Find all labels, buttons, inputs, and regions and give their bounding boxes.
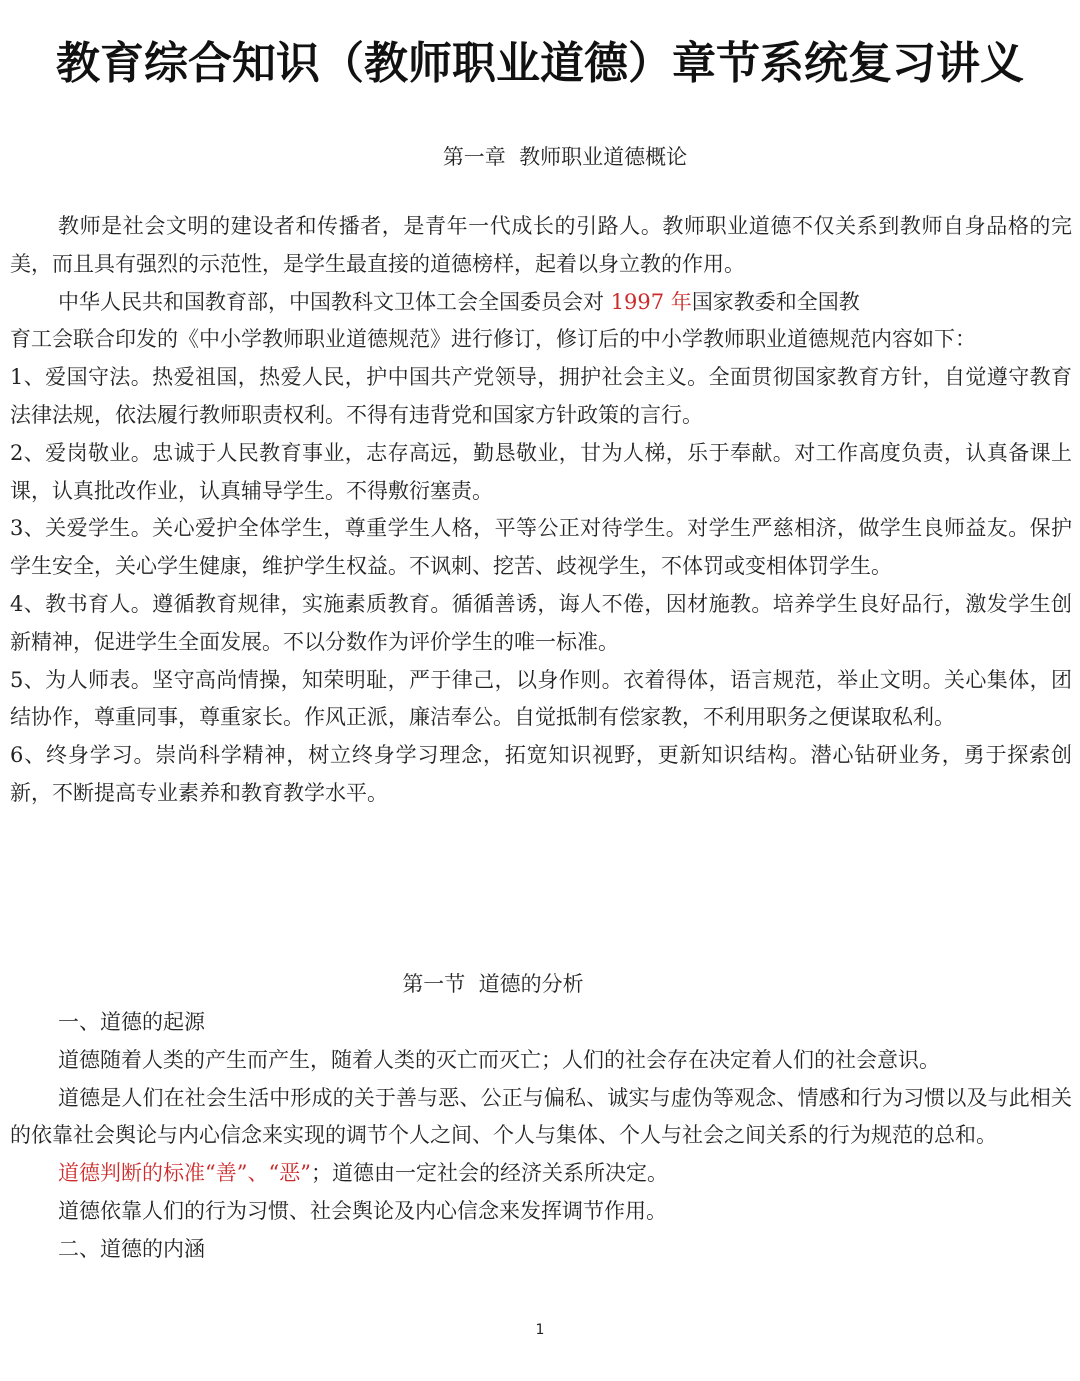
subheading-connotation: 二、道德的内涵	[58, 1236, 205, 1261]
norm-item-4: 4、教书育人。遵循教育规律，实施素质教育。循循善诱，诲人不倦，因材施教。培养学生良好品行，激发学生创新精神，促进学生全面发展。不以分数作为评价学生的唯一标准。	[10, 591, 1072, 654]
revision-line	[10, 284, 1072, 322]
chapter-heading: 第一章 教师职业道德概论	[442, 145, 688, 169]
revision-text-after: 国家教委和全国教	[691, 289, 860, 314]
revision-year: 1997 年	[610, 289, 692, 314]
page-number: 1	[535, 1322, 545, 1338]
standard-line	[10, 1155, 1072, 1193]
norm-item-6: 6、终身学习。崇尚科学精神，树立终身学习理念，拓宽知识视野，更新知识结构。潜心钻研业务，勇于探索创新，不断提高专业素养和教育教学水平。	[10, 743, 1072, 805]
chapter-body	[10, 208, 1072, 813]
section-body	[10, 1004, 1072, 1269]
norm-item-1: 1、爱国守法。热爱祖国，热爱人民，护中国共产党领导，拥护社会主义。全面贯彻国家教育方针，自觉遵守教育法律法规，依法履行教师职责权利。不得有违背党和国家方针政策的言行。	[10, 365, 1072, 427]
section-heading: 第一节 道德的分析	[402, 972, 584, 996]
norm-item-5: 5、为人师表。坚守高尚情操，知荣明耻，严于律己，以身作则。衣着得体，语言规范，举止文明。关心集体，团结协作，尊重同事，尊重家长。作风正派，廉洁奉公。自觉抵制有偿家教，不利用职务之便谋取私利。	[10, 667, 1072, 730]
document-title: 教育综合知识（教师职业道德）章节系统复习讲义	[56, 38, 1024, 89]
origin-paragraph-2: 道德是人们在社会生活中形成的关于善与恶、公正与偏私、诚实与虚伪等观念、情感和行为习惯以及与此相关的依靠社会舆论与内心信念来实现的调节个人之间、个人与集体、个人与社会之间关系的行为规范的总和。	[10, 1085, 1072, 1148]
intro-paragraph: 教师是社会文明的建设者和传播者，是青年一代成长的引路人。教师职业道德不仅关系到教师自身品格的完美，而且具有强烈的示范性，是学生最直接的道德榜样，起着以身立教的作用。	[10, 214, 1072, 276]
subheading-origin: 一、道德的起源	[58, 1010, 205, 1034]
revision-text-before: 中华人民共和国教育部，中国教科文卫体工会全国委员会对	[58, 289, 611, 314]
origin-paragraph-1: 道德随着人类的产生而产生，随着人类的灭亡而灭亡；人们的社会存在决定着人们的社会意识。	[58, 1047, 940, 1072]
origin-paragraph-4: 道德依靠人们的行为习惯、社会舆论及内心信念来发挥调节作用。	[58, 1198, 667, 1223]
standard-highlight: 道德判断的标准“善”、“恶”	[58, 1161, 311, 1186]
norm-item-2: 2、爱岗敬业。忠诚于人民教育事业，志存高远，勤恳敬业，甘为人梯，乐于奉献。对工作高度负责，认真备课上课，认真批改作业，认真辅导学生。不得敷衍塞责。	[10, 440, 1072, 503]
standard-rest: ；道德由一定社会的经济关系所决定。	[310, 1161, 668, 1186]
norm-item-3: 3、关爱学生。关心爱护全体学生，尊重学生人格，平等公正对待学生。对学生严慈相济，做学生良师益友。保护学生安全，关心学生健康，维护学生权益。不讽刺、挖苦、歧视学生，不体罚或变相体罚学生。	[10, 516, 1072, 579]
revision-rest: 育工会联合印发的《中小学教师职业道德规范》进行修订，修订后的中小学教师职业道德规范内容如下：	[10, 327, 976, 352]
